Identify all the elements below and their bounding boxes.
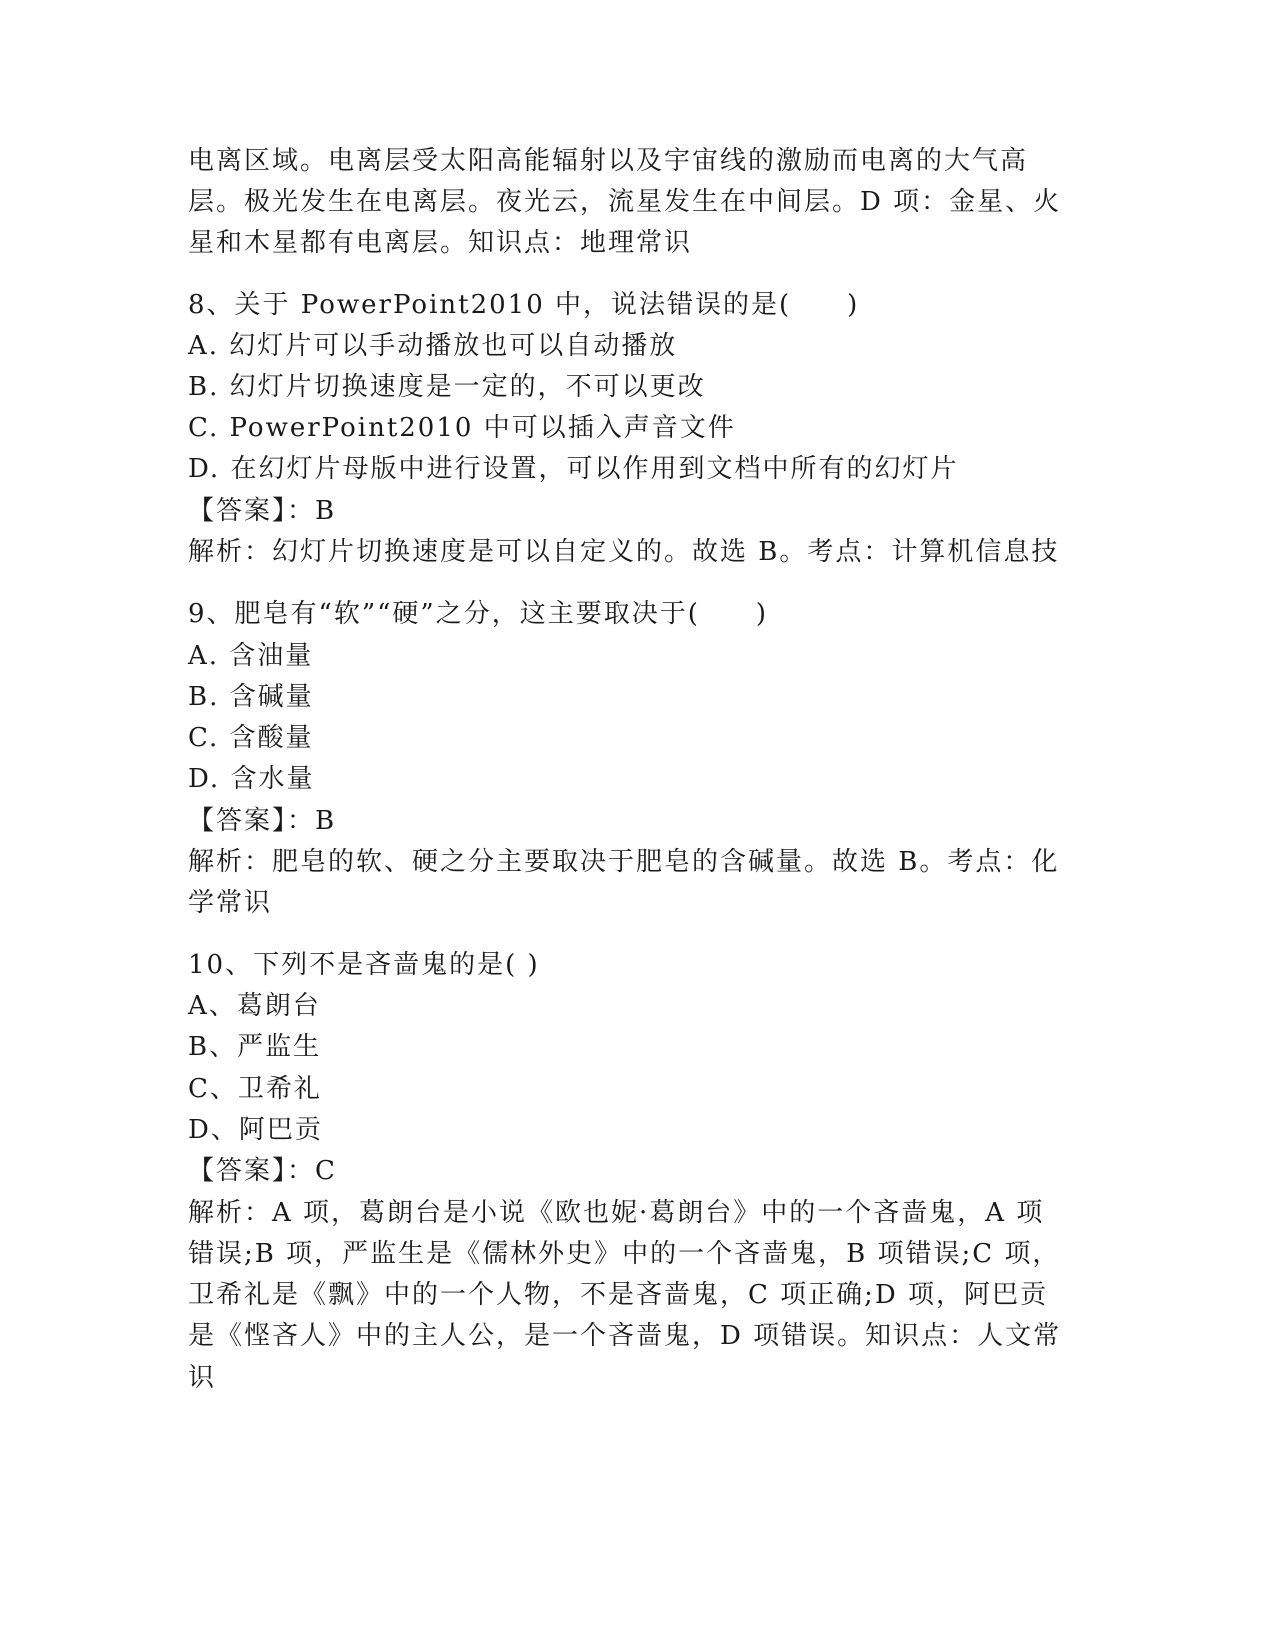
question-10-option-c: C、卫希礼 (188, 1074, 322, 1104)
question-9-answer: 【答案】：B (188, 806, 337, 836)
intro-line-2: 层。极光发生在电离层。夜光云，流星发生在中间层。D 项：金星、火 (188, 187, 1062, 217)
question-8-option-c: C. PowerPoint2010 中可以插入声音文件 (188, 413, 736, 443)
question-8-option-a: A. 幻灯片可以手动播放也可以自动播放 (188, 331, 678, 361)
question-9-option-b: B. 含碱量 (188, 682, 314, 712)
question-10-analysis-line-1: 解析：A 项，葛朗台是小说《欧也妮·葛朗台》中的一个吝啬鬼，A 项 (188, 1198, 1045, 1228)
intro-line-1: 电离区域。电离层受太阳高能辐射以及宇宙线的激励而电离的大气高 (188, 146, 1029, 176)
question-10-answer: 【答案】：C (188, 1156, 337, 1186)
question-9-option-a: A. 含油量 (188, 641, 314, 671)
question-9-option-c: C. 含酸量 (188, 723, 314, 753)
question-9-analysis-line-2: 学常识 (188, 888, 273, 918)
question-10-text: 10、下列不是吝啬鬼的是( ) (188, 950, 540, 980)
question-10-analysis-line-5: 识 (188, 1363, 217, 1393)
question-10-analysis-line-3: 卫希礼是《飘》中的一个人物，不是吝啬鬼，C 项正确;D 项，阿巴贡 (188, 1280, 1049, 1310)
question-10-option-a: A、葛朗台 (188, 991, 321, 1021)
question-8-analysis: 解析：幻灯片切换速度是可以自定义的。故选 B。考点：计算机信息技 (188, 537, 1060, 567)
question-8-answer: 【答案】：B (188, 496, 337, 526)
question-8-option-d: D. 在幻灯片母版中进行设置，可以作用到文档中所有的幻灯片 (188, 454, 959, 484)
question-10-analysis-line-4: 是《悭吝人》中的主人公，是一个吝啬鬼，D 项错误。知识点：人文常 (188, 1321, 1062, 1351)
question-10-option-b: B、严监生 (188, 1032, 322, 1062)
question-10-analysis-line-2: 错误;B 项，严监生是《儒林外史》中的一个吝啬鬼，B 项错误;C 项， (188, 1239, 1061, 1269)
question-8-text: 8、关于 PowerPoint2010 中，说法错误的是( ) (188, 290, 860, 320)
question-9-analysis-line-1: 解析：肥皂的软、硬之分主要取决于肥皂的含碱量。故选 B。考点：化 (188, 847, 1060, 877)
question-10-option-d: D、阿巴贡 (188, 1115, 323, 1145)
question-9-option-d: D. 含水量 (188, 764, 315, 794)
question-8-option-b: B. 幻灯片切换速度是一定的，不可以更改 (188, 372, 706, 402)
question-9-text: 9、肥皂有“软”“硬”之分，这主要取决于( ) (188, 599, 768, 629)
intro-line-3: 星和木星都有电离层。知识点：地理常识 (188, 228, 693, 258)
